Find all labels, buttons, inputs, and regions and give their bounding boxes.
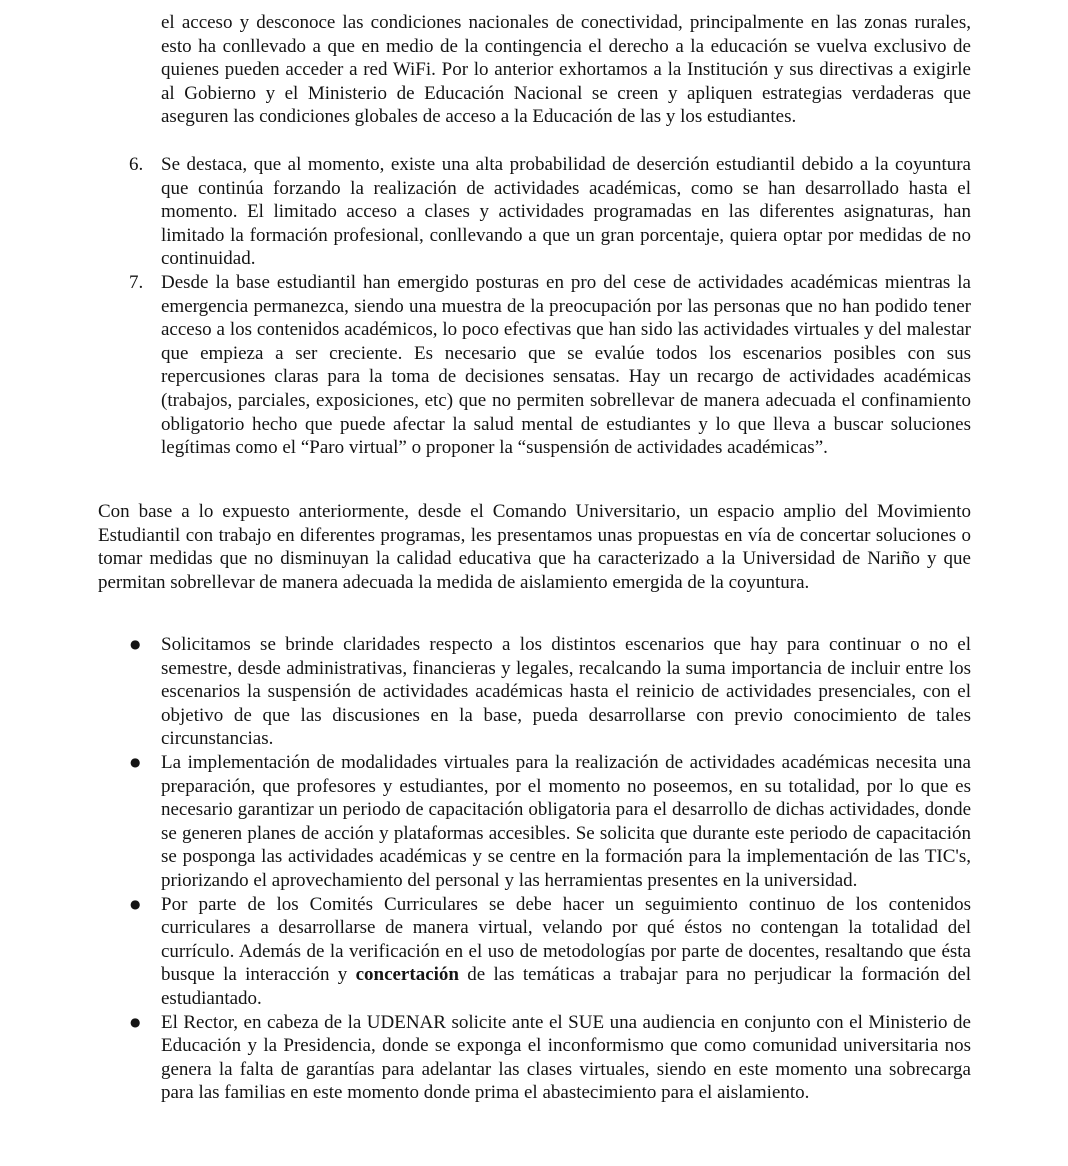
bullet-item xyxy=(130,633,971,751)
bullet-text-part: Por parte de los Comités Curriculares se debe hacer un seguimiento continuo de los contenidos curriculares a desarrollarse de manera virtual, velando por qué éstos no contengan la totalidad del currículo. Además de la verificación en el uso de metodologías por parte de docentes, resaltando que ésta busque la interacción y xyxy=(161,893,971,986)
bullet-text xyxy=(161,893,971,1011)
item-text: Se destaca, que al momento, existe una alta probabilidad de deserción estudiantil debido a la coyuntura que continúa forzando la realización de actividades académicas, como se han desarrollado hasta el momento. El limitado acceso a clases y actividades programadas en las diferentes asignaturas, han limitado la formación profesional, conllevando a que un gran porcentaje, quiera optar por medidas de no continuidad. xyxy=(161,154,971,270)
bullet-text: Solicitamos se brinde claridades respecto a los distintos escenarios que hay para continuar o no el semestre, desde administrativas, financieras y legales, recalcando la suma importancia de incluir entre los escenarios la suspensión de actividades académicas hasta el reinicio de actividades presenciales, con el objetivo de que las discusiones en la base, pueda desarrollarse con previo conocimiento de tales circunstancias. xyxy=(161,634,971,750)
bullet-item xyxy=(130,1011,971,1105)
numbered-item xyxy=(129,271,971,460)
item-number: 6. xyxy=(129,154,144,175)
continued-paragraph: el acceso y desconoce las condiciones nacionales de conectividad, principalmente en las zonas rurales, esto ha conllevado a que en medio de la contingencia el derecho a la educación se vuelva exclusivo de quienes pueden acceder a red WiFi. Por lo anterior exhortamos a la Institución y sus directivas a exigirle al Gobierno y el Ministerio de Educación Nacional se creen y apliquen estrategias verdaderas que aseguren las condiciones globales de acceso a la Educación de las y los estudiantes. xyxy=(161,12,971,128)
numbered-list xyxy=(129,153,971,460)
intro-paragraph: Con base a lo expuesto anteriormente, desde el Comando Universitario, un espacio amplio del Movimiento Estudiantil con trabajo en diferentes programas, les presentamos unas propuestas en vía de concertar soluciones o tomar medidas que no disminuyan la calidad educativa que ha caracterizado a la Universidad de Nariño y que permitan sobrellevar de manera adecuada la medida de aislamiento emergida de la coyuntura. xyxy=(98,501,971,593)
bullet-list xyxy=(130,633,971,1105)
bullet-icon: ● xyxy=(130,754,141,769)
bullet-icon: ● xyxy=(130,896,141,911)
bullet-item xyxy=(130,893,971,1011)
bullet-item xyxy=(130,751,971,893)
bullet-icon: ● xyxy=(130,1014,141,1029)
bullet-icon: ● xyxy=(130,637,141,651)
numbered-item xyxy=(129,153,971,271)
item-number: 7. xyxy=(129,271,144,293)
bullet-text-part: de las temáticas a trabajar para no perjudicar la formación del estudiantado. xyxy=(161,964,971,1009)
bullet-text: La implementación de modalidades virtuales para la realización de actividades académicas necesita una preparación, que profesores y estudiantes, por el momento no poseemos, en su totalidad, por lo que es necesario garantizar un periodo de capacitación obligatoria para el desarrollo de dichas actividades, donde se generen planes de acción y plataformas accesibles. Se solicita que durante este periodo de capacitación se posponga las actividades académicas y se centre en la formación para la implementación de las TIC's, priorizando el aprovechamiento del personal y las herramientas presentes en la universidad. xyxy=(161,751,971,891)
item-text: Desde la base estudiantil han emergido posturas en pro del cese de actividades académicas mientras la emergencia permanezca, siendo una muestra de la preocupación por las personas que no han podido tener acceso a los contenidos académicos, lo poco efectivas que han sido las actividades virtuales y del malestar que empieza a ser creciente. Es necesario que se evalúe todos los escenarios posibles con sus repercusiones claras para la toma de decisiones sensatas. Hay un recargo de actividades académicas (trabajos, parciales, exposiciones, etc) que no permiten sobrellevar de manera adecuada el confinamiento obligatorio hecho que puede afectar la salud mental de estudiantes y lo que lleva a buscar soluciones legítimas como el “Paro virtual” o proponer la “suspensión de actividades académicas”. xyxy=(161,271,971,459)
bullet-text: El Rector, en cabeza de la UDENAR solicite ante el SUE una audiencia en conjunto con el Ministerio de Educación y la Presidencia, donde se exponga el inconformismo que como comunidad universitaria nos genera la falta de garantías para adelantar las clases virtuales, siendo en este momento una sobrecarga para las familias en este momento donde prima el abastecimiento para el aislamiento. xyxy=(161,1011,971,1104)
bold-term: concertación xyxy=(355,964,459,986)
